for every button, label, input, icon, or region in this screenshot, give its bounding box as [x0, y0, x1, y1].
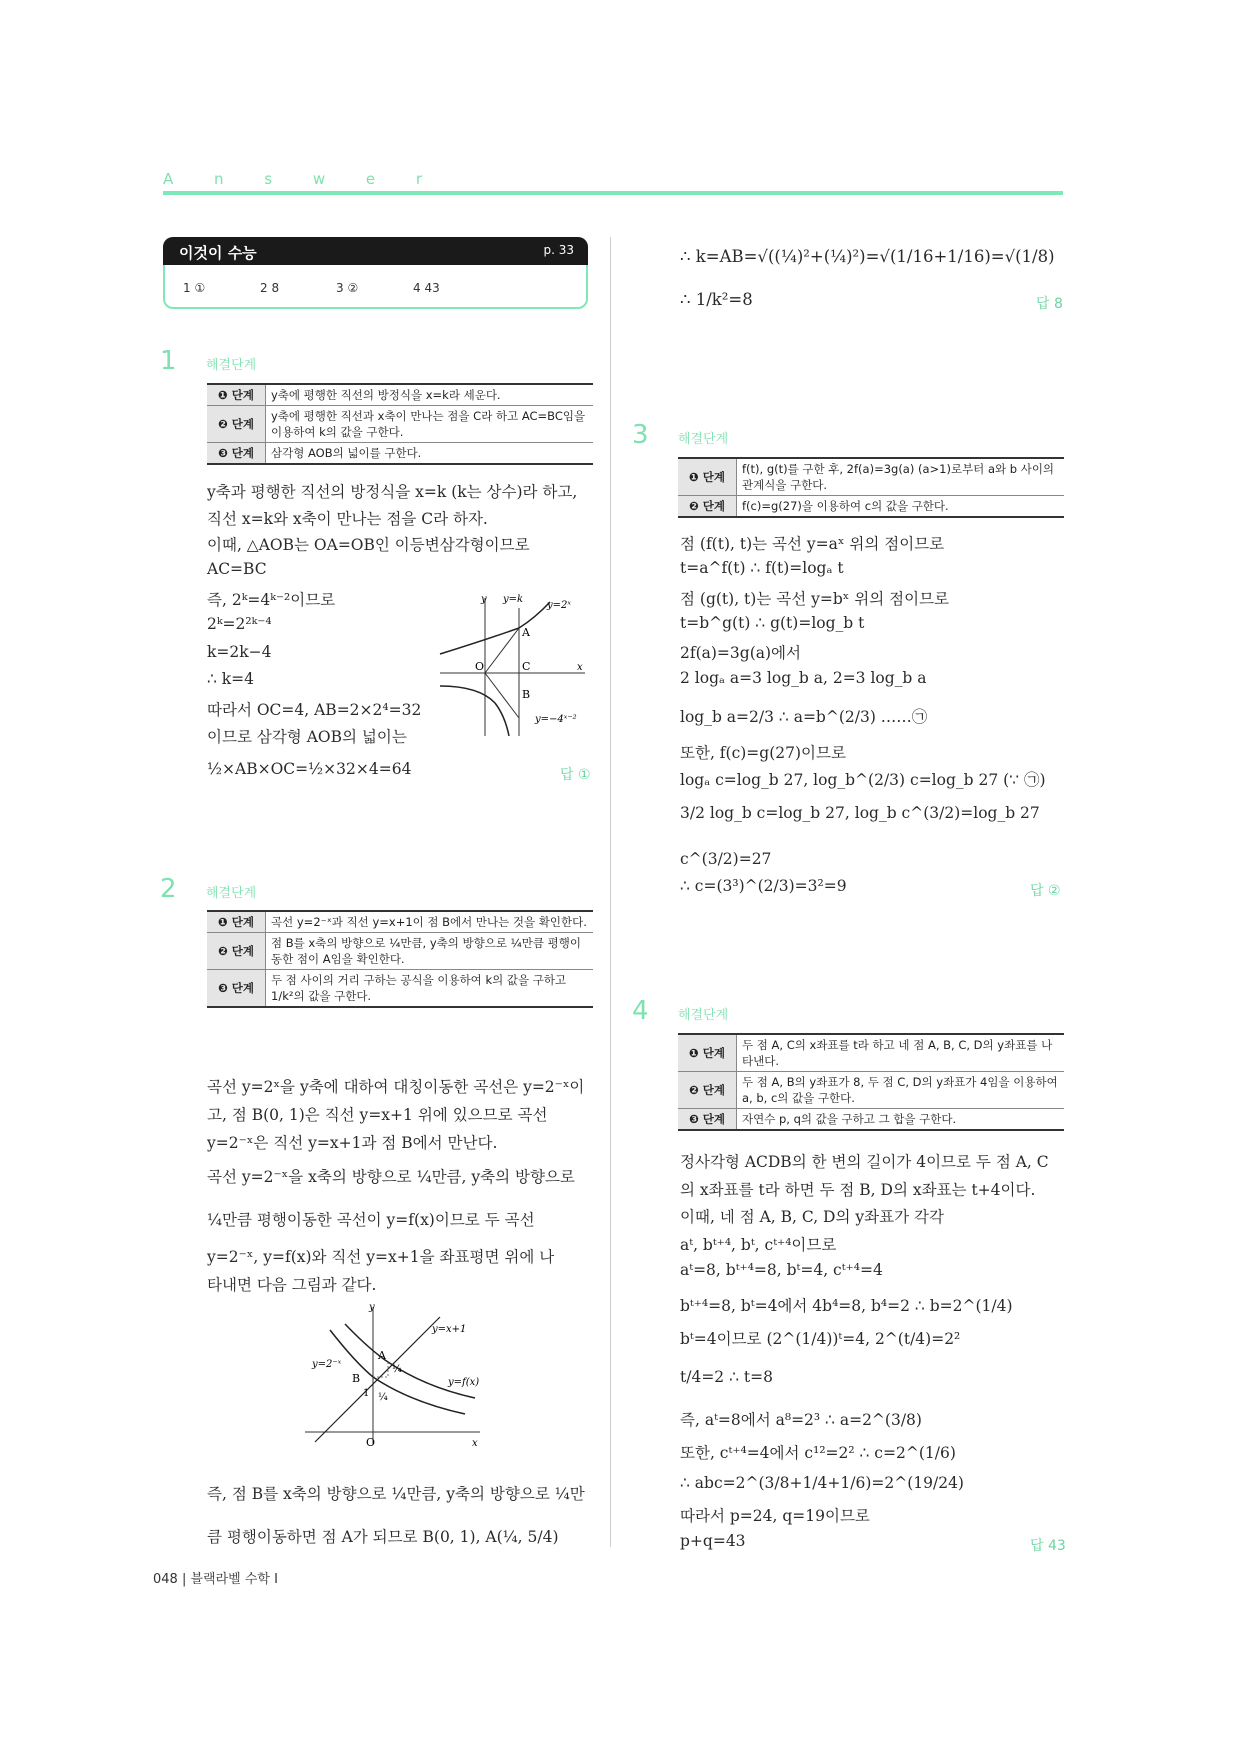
solution-line: 큼 평행이동하면 점 A가 되므로 B(0, 1), A(¼, 5/4) [207, 1528, 559, 1546]
solution-line: ∴ c=(3³)^(2/3)=3²=9 [680, 877, 847, 895]
summary-item: 4 43 [413, 281, 440, 295]
summary-title: 이것이 수능 [179, 244, 257, 262]
step-label: ❸ 단계 [678, 1109, 737, 1131]
step-label: ❸ 단계 [207, 970, 266, 1008]
solution-line: ¼만큼 평행이동한 곡선이 y=f(x)이므로 두 곡선 [207, 1211, 535, 1229]
step-label: ❶ 단계 [678, 458, 737, 496]
step-text: 곡선 y=2⁻ˣ과 직선 y=x+1이 점 B에서 만나는 것을 확인한다. [266, 911, 594, 933]
solution-line: p+q=43 [680, 1532, 746, 1550]
steps-heading: 해결단계 [678, 432, 729, 447]
solution-line: t/4=2 ∴ t=8 [680, 1368, 773, 1386]
solution-line: 이므로 삼각형 AOB의 넓이는 [207, 728, 407, 746]
problem-number: 2 [160, 874, 177, 904]
step-table [678, 1033, 1064, 1131]
solution-line: ½×AB×OC=½×32×4=64 [207, 760, 412, 778]
origin-label: O [366, 1436, 376, 1447]
step-label: ❶ 단계 [678, 1034, 737, 1072]
problem2-graph [300, 1302, 490, 1447]
solution-line: 따라서 OC=4, AB=2×2⁴=32 [207, 701, 422, 719]
step-table [678, 457, 1064, 518]
answer-badge: 답 ② [1030, 883, 1061, 899]
solution-line: 점 (g(t), t)는 곡선 y=bˣ 위의 점이므로 [680, 590, 950, 608]
page-footer: 048 | 블랙라벨 수학 I [153, 1572, 278, 1587]
solution-line: 3/2 log_b c=log_b 27, log_b c^(3/2)=log_b 27 [680, 804, 1040, 822]
solution-line: 즉, aᵗ=8에서 a⁸=2³ ∴ a=2^(3/8) [680, 1411, 922, 1429]
solution-line: 따라서 p=24, q=19이므로 [680, 1507, 870, 1525]
solution-line: t=a^f(t) ∴ f(t)=logₐ t [680, 559, 844, 577]
solution-line: 이때, 네 점 A, B, C, D의 y좌표가 각각 [680, 1208, 944, 1226]
curve-label: y=2⁻ˣ [312, 1359, 342, 1370]
solution-line: logₐ c=log_b 27, log_b^(2/3) c=log_b 27 (∵ ㉠) [680, 771, 1046, 789]
solution-line: 점 (f(t), t)는 곡선 y=aˣ 위의 점이므로 [680, 535, 945, 553]
solution-line: 또한, cᵗ⁺⁴=4에서 c¹²=2² ∴ c=2^(1/6) [680, 1444, 956, 1462]
step-text: 두 점 사이의 거리 구하는 공식을 이용하여 k의 값을 구하고 1/k²의 값을 구한다. [266, 970, 594, 1008]
point-b-label: B [522, 688, 531, 701]
steps-heading: 해결단계 [206, 886, 257, 901]
step-text: 삼각형 AOB의 넓이를 구한다. [266, 443, 594, 465]
step-label: ❶ 단계 [207, 911, 266, 933]
answer-badge: 답 43 [1030, 1538, 1066, 1554]
solution-line: 즉, 점 B를 x축의 방향으로 ¼만큼, y축의 방향으로 ¼만 [207, 1485, 585, 1503]
solution-line: y=2⁻ˣ, y=f(x)와 직선 y=x+1을 좌표평면 위에 나 [207, 1248, 555, 1266]
step-text: 점 B를 x축의 방향으로 ¼만큼, y축의 방향으로 ¼만큼 평행이동한 점이 A임을 확인한다. [266, 933, 594, 970]
solution-line: 2 logₐ a=3 log_b a, 2=3 log_b a [680, 669, 927, 687]
solution-line: 정사각형 ACDB의 한 변의 길이가 4이므로 두 점 A, C [680, 1153, 1049, 1171]
solution-line: ∴ k=AB=√((¼)²+(¼)²)=√(1/16+1/16)=√(1/8) [680, 247, 1055, 266]
solution-line: 2ᵏ=2²ᵏ⁻⁴ [207, 615, 272, 633]
curve-label: y=2ˣ [547, 600, 571, 611]
curve-label: y=f(x) [448, 1377, 480, 1388]
solution-line: 직선 x=k와 x축이 만나는 점을 C라 하자. [207, 510, 488, 528]
steps-heading: 해결단계 [206, 358, 257, 373]
solution-line: y=2⁻ˣ은 직선 y=x+1과 점 B에서 만난다. [207, 1134, 498, 1152]
steps-heading: 해결단계 [678, 1008, 729, 1023]
x-axis-label: x [577, 662, 583, 673]
solution-line: 곡선 y=2⁻ˣ을 x축의 방향으로 ¼만큼, y축의 방향으로 [207, 1168, 575, 1186]
solution-line: aᵗ, bᵗ⁺⁴, bᵗ, cᵗ⁺⁴이므로 [680, 1236, 837, 1254]
solution-line: log_b a=2/3 ∴ a=b^(2/3) ……㉠ [680, 708, 928, 726]
solution-line: bᵗ⁺⁴=8, bᵗ=4에서 4b⁴=8, b⁴=2 ∴ b=2^(1/4) [680, 1297, 1013, 1315]
solution-line: c^(3/2)=27 [680, 850, 772, 868]
solution-line: 고, 점 B(0, 1)은 직선 y=x+1 위에 있으므로 곡선 [207, 1106, 548, 1124]
point-a-label: A [378, 1349, 386, 1362]
header-rule [163, 191, 1063, 195]
step-label: ❷ 단계 [678, 496, 737, 518]
solution-line: ∴ abc=2^(3/8+1/4+1/6)=2^(19/24) [680, 1474, 964, 1492]
answer-badge: 답 ① [560, 767, 591, 783]
line-label: y=x+1 [432, 1324, 467, 1335]
step-text: 두 점 A, B의 y좌표가 8, 두 점 C, D의 y좌표가 4임을 이용하여 a, b, c의 값을 구한다. [737, 1072, 1065, 1109]
x-axis-label: x [472, 1438, 478, 1447]
summary-item: 1 ① [183, 281, 206, 295]
solution-line: t=b^g(t) ∴ g(t)=log_b t [680, 614, 865, 632]
solution-line: 또한, f(c)=g(27)이므로 [680, 744, 846, 762]
step-text: y축에 평행한 직선의 방정식을 x=k라 세운다. [266, 384, 594, 406]
step-label: ❸ 단계 [207, 443, 266, 465]
solution-line: y축과 평행한 직선의 방정식을 x=k (k는 상수)라 하고, [207, 483, 578, 501]
step-text: 자연수 p, q의 값을 구하고 그 합을 구한다. [737, 1109, 1065, 1131]
column-divider [610, 237, 611, 1547]
solution-line: ∴ 1/k²=8 [680, 290, 753, 309]
problem-number: 3 [632, 420, 649, 450]
answer-header-label: A n s w e r [163, 170, 441, 188]
step-label: ❷ 단계 [678, 1072, 737, 1109]
origin-label: O [475, 660, 485, 673]
solution-line: 의 x좌표를 t라 하면 두 점 B, D의 x좌표는 t+4이다. [680, 1181, 1036, 1199]
shift-label: ¼ [392, 1364, 402, 1375]
solution-line: k=2k−4 [207, 643, 272, 661]
problem-number: 1 [160, 346, 177, 376]
summary-page-ref: p. 33 [543, 243, 574, 257]
solution-line: 곡선 y=2ˣ을 y축에 대하여 대칭이동한 곡선은 y=2⁻ˣ이 [207, 1078, 585, 1096]
step-table [207, 910, 593, 1008]
point-c-label: C [522, 660, 531, 673]
solution-line: 즉, 2ᵏ=4ᵏ⁻²이므로 [207, 591, 336, 609]
step-label: ❷ 단계 [207, 933, 266, 970]
problem1-graph [435, 588, 595, 738]
step-label: ❶ 단계 [207, 384, 266, 406]
solution-line: 2f(a)=3g(a)에서 [680, 644, 801, 662]
step-text: y축에 평행한 직선과 x축이 만나는 점을 C라 하고 AC=BC임을 이용하여 k의 값을 구한다. [266, 406, 594, 443]
solution-line: 타내면 다음 그림과 같다. [207, 1276, 377, 1294]
y-axis-label: y [481, 594, 487, 605]
step-label: ❷ 단계 [207, 406, 266, 443]
shift-label: ¼ [378, 1392, 388, 1403]
solution-line: AC=BC [207, 560, 267, 578]
problem-number: 4 [632, 996, 649, 1026]
curve-label: y=−4ˣ⁻² [535, 714, 577, 725]
y-axis-label: y [369, 1302, 375, 1313]
summary-item: 2 8 [260, 281, 280, 295]
solution-line: bᵗ=4이므로 (2^(1/4))ᵗ=4, 2^(t/4)=2² [680, 1330, 961, 1348]
point-a-label: A [522, 626, 530, 639]
tick-label: 1 [363, 1388, 370, 1399]
step-text: f(c)=g(27)을 이용하여 c의 값을 구한다. [737, 496, 1065, 518]
solution-line: aᵗ=8, bᵗ⁺⁴=8, bᵗ=4, cᵗ⁺⁴=4 [680, 1261, 883, 1279]
step-text: f(t), g(t)를 구한 후, 2f(a)=3g(a) (a>1)로부터 a와 b 사이의 관계식을 구한다. [737, 458, 1065, 496]
step-table [207, 383, 593, 465]
summary-item: 3 ② [336, 281, 359, 295]
point-b-label: B [352, 1372, 361, 1385]
step-text: 두 점 A, C의 x좌표를 t라 하고 네 점 A, B, C, D의 y좌표를 나타낸다. [737, 1034, 1065, 1072]
solution-line: 이때, △AOB는 OA=OB인 이등변삼각형이므로 [207, 536, 530, 554]
summary-header [163, 237, 588, 265]
solution-line: ∴ k=4 [207, 670, 255, 688]
line-label: y=k [503, 594, 524, 605]
answer-badge: 답 8 [1036, 296, 1063, 312]
